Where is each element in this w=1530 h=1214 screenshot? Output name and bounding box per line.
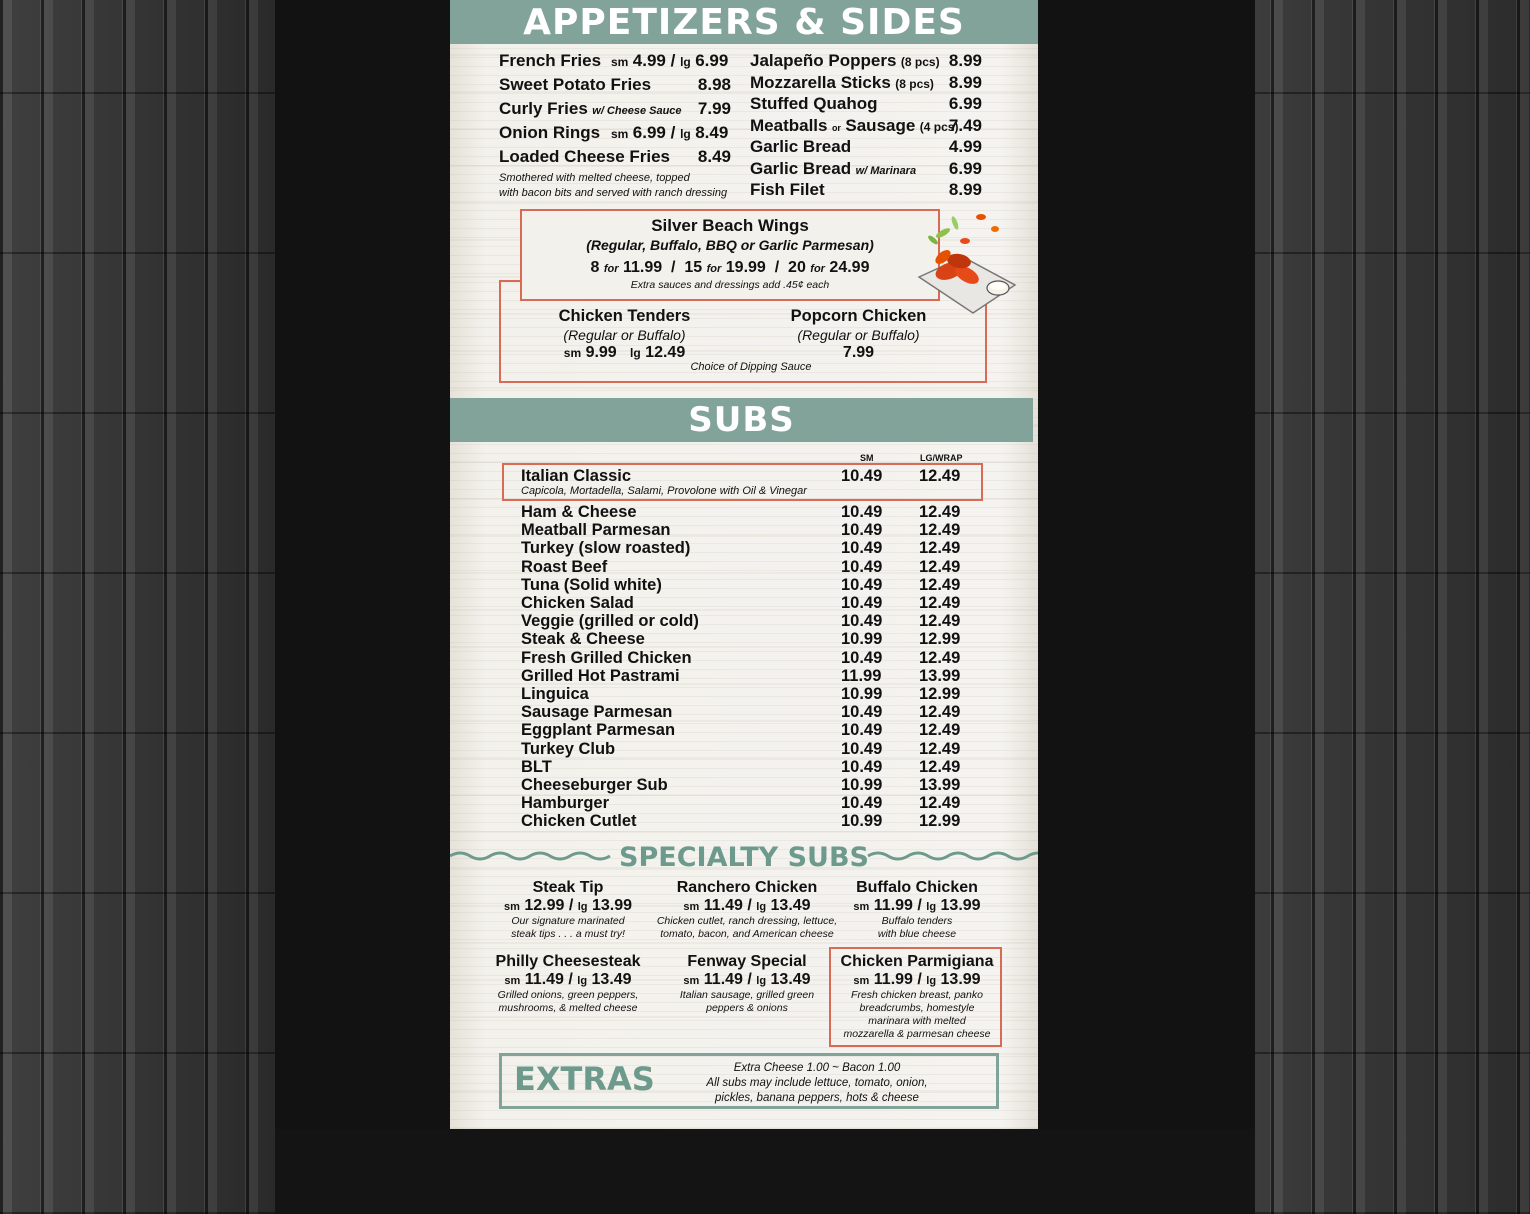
sub-price-sm: 11.99 (841, 666, 882, 685)
specialty-title: Fenway Special (687, 953, 807, 970)
sub-price-sm: 10.49 (841, 757, 883, 776)
sub-price-lg: 12.49 (919, 594, 961, 612)
specialty-desc: Our signature marinated steak tips . . . a must try! (511, 915, 625, 940)
sub-price-sm: 10.99 (841, 685, 883, 703)
specialty-title: Buffalo Chicken (856, 879, 978, 896)
sub-item (521, 521, 991, 539)
sub-item (521, 649, 991, 667)
sub-price-lg: 12.99 (919, 630, 961, 649)
specialty-prices: sm 11.49 / lg 13.49 (504, 971, 632, 988)
sub-item (521, 776, 991, 794)
sub-name: Hamburger (521, 794, 610, 813)
sub-name: Chicken Salad (521, 594, 634, 612)
specialty-sub-item (817, 879, 1017, 941)
sub-item (521, 794, 991, 812)
sub-name: Sausage Parmesan (521, 703, 673, 722)
specialty-prices: sm 11.49 / lg 13.49 (683, 897, 811, 914)
sub-price-lg: 12.49 (919, 575, 961, 594)
menu-item-meatballs-sausage: Meatballs or Sausage (4 pcs) 7.49 (750, 116, 982, 135)
menu-item-garlic-bread-marinara: Garlic Bread w/ Marinara 6.99 (750, 159, 982, 178)
specialty-prices: sm 11.99 / lg 13.99 (853, 897, 981, 914)
sub-item (521, 667, 991, 685)
sub-item (521, 685, 991, 703)
specialty-title: Philly Cheesesteak (495, 953, 641, 970)
sub-price-lg: 12.49 (919, 794, 961, 813)
sub-price-sm: 10.49 (841, 721, 883, 740)
sub-name: Cheeseburger Sub (521, 776, 668, 794)
specialty-prices: sm 12.99 / lg 13.99 (503, 897, 633, 914)
menu-item-fish-filet: Fish Filet 8.99 (750, 180, 982, 199)
subs-header-lg: LG/WRAP (920, 453, 963, 463)
sub-price-lg: 12.49 (919, 612, 961, 631)
sub-price-lg: 12.49 (919, 503, 961, 521)
sub-name: Turkey (slow roasted) (521, 539, 691, 558)
sub-price-lg: 12.49 (919, 539, 961, 558)
specialty-title: Chicken Parmigiana (840, 953, 994, 970)
menu-item-jalapeno-poppers: Jalapeño Poppers (8 pcs) 8.99 (750, 51, 982, 70)
specialty-desc: Italian sausage, grilled green peppers & onions (679, 989, 815, 1014)
sub-price-sm: 10.49 (841, 575, 883, 594)
sub-name: Veggie (grilled or cold) (521, 612, 699, 631)
sub-item (521, 703, 991, 721)
sub-item (521, 612, 991, 630)
specialty-sub-item (468, 953, 668, 1015)
menu-item-loaded-cheese-fries: Loaded Cheese Fries 8.49 (499, 147, 731, 166)
specialty-desc: Chicken cutlet, ranch dressing, lettuce, tomato, bacon, and American cheese (656, 915, 838, 940)
sub-name: Roast Beef (521, 557, 608, 576)
sub-name: Fresh Grilled Chicken (521, 648, 692, 667)
menu-item-garlic-bread: Garlic Bread 4.99 (750, 137, 982, 156)
sub-item (521, 721, 991, 739)
sub-name: Linguica (521, 685, 589, 703)
sub-price-sm: 10.49 (841, 557, 883, 576)
specialty-sub-item (817, 953, 1017, 1041)
sub-name: Turkey Club (521, 739, 616, 758)
sub-price-sm: 10.49 (841, 503, 883, 521)
sub-name: Grilled Hot Pastrami (521, 666, 680, 685)
italian-classic-desc: Capicola, Mortadella, Salami, Provolone with Oil & Vinegar (521, 485, 807, 497)
specialty-title: Steak Tip (532, 879, 604, 896)
background-panel-left (275, 0, 450, 1214)
specialty-desc: Grilled onions, green peppers, mushrooms, & melted cheese (497, 989, 639, 1014)
sub-item (521, 758, 991, 776)
menu-item-sweet-potato-fries: Sweet Potato Fries 8.98 (499, 75, 731, 94)
sub-price-lg: 13.99 (919, 776, 961, 794)
appetizers-banner: APPETIZERS & SIDES (450, 0, 1038, 44)
wings-note: Extra sauces and dressings add .45¢ each (630, 279, 830, 291)
extras-label: EXTRAS (514, 1060, 655, 1098)
sub-price-sm: 10.49 (841, 612, 883, 631)
menu-item-mozzarella-sticks: Mozzarella Sticks (8 pcs) 8.99 (750, 73, 982, 92)
popcorn-price: 7.99 (842, 344, 875, 361)
menu-item-french-fries: French Fries sm 4.99 / lg 6.99 (499, 51, 729, 70)
sub-price-sm: 10.99 (841, 776, 883, 794)
menu-board (450, 0, 1038, 1129)
sub-price-lg: 13.99 (919, 666, 961, 685)
menu-item-curly-fries: Curly Fries w/ Cheese Sauce 7.99 (499, 99, 731, 118)
sub-price-lg: 12.49 (919, 557, 961, 576)
menu-item-onion-rings: Onion Rings sm 6.99 / lg 8.49 (499, 123, 729, 142)
sub-item (521, 503, 991, 521)
sub-price-lg: 12.49 (919, 703, 961, 722)
sub-name: Chicken Cutlet (521, 812, 637, 831)
chicken-wings-plate-icon (915, 205, 1020, 317)
sub-price-sm: 10.49 (841, 794, 883, 813)
sub-item (521, 630, 991, 648)
extras-box (499, 1053, 999, 1109)
sub-item (521, 812, 991, 830)
sub-price-lg: 12.49 (919, 648, 961, 667)
sub-item (521, 576, 991, 594)
wings-prices: 8 for 11.99 / 15 for 19.99 / 20 for 24.99 (590, 259, 870, 276)
sub-price-lg: 12.49 (919, 757, 961, 776)
background-panel-bottom (275, 1129, 1255, 1214)
tenders-sub: (Regular or Buffalo) (563, 327, 686, 343)
tenders-prices: sm 9.99 lg 12.49 (563, 344, 686, 361)
tenders-title: Chicken Tenders (558, 307, 691, 325)
sub-price-sm: 10.49 (841, 703, 883, 722)
popcorn-title: Popcorn Chicken (790, 307, 927, 325)
sub-italian-classic: Italian Classic 10.49 12.49 (521, 467, 961, 485)
sub-price-sm: 10.99 (841, 630, 883, 649)
sub-name: Tuna (Solid white) (521, 575, 662, 594)
background-panel-right (1038, 0, 1255, 1214)
specialty-desc: Buffalo tenders with blue cheese (877, 915, 957, 940)
extras-desc: Extra Cheese 1.00 ~ Bacon 1.00 All subs may include lettuce, tomato, onion, pickles, banana peppers, hots & cheese (706, 1062, 928, 1104)
sub-name: Eggplant Parmesan (521, 721, 676, 740)
sub-price-lg: 12.99 (919, 812, 961, 831)
sub-name: Meatball Parmesan (521, 521, 671, 540)
sub-price-sm: 10.49 (841, 521, 883, 540)
loaded-fries-note: Smothered with melted cheese, topped with bacon bits and served with ranch dressing (499, 172, 728, 199)
sub-name: BLT (521, 757, 552, 776)
subs-banner: SUBS (450, 398, 1033, 442)
sub-price-lg: 12.49 (919, 721, 961, 740)
popcorn-sub: (Regular or Buffalo) (797, 327, 920, 343)
subs-header-sm: SM (860, 453, 874, 463)
sub-item (521, 558, 991, 576)
specialty-prices: sm 11.99 / lg 13.99 (853, 971, 981, 988)
sub-item (521, 594, 991, 612)
specialty-prices: sm 11.49 / lg 13.49 (683, 971, 811, 988)
specialty-sub-item (468, 879, 668, 941)
wings-title: Silver Beach Wings (651, 216, 809, 235)
specialty-desc: Fresh chicken breast, panko breadcrumbs, homestyle marinara with melted mozzarella & parmesan cheese (843, 989, 991, 1040)
sub-price-sm: 10.49 (841, 594, 883, 612)
sub-item (521, 539, 991, 557)
sub-price-lg: 12.99 (919, 685, 961, 703)
wings-flavors: (Regular, Buffalo, BBQ or Garlic Parmesan) (586, 237, 874, 253)
specialty-title: Ranchero Chicken (676, 879, 818, 896)
sub-price-sm: 10.99 (841, 812, 883, 831)
sub-price-lg: 12.49 (919, 521, 961, 540)
sub-price-lg: 12.49 (919, 739, 961, 758)
sub-name: Steak & Cheese (521, 630, 645, 649)
sub-price-sm: 10.49 (841, 539, 883, 558)
dipping-note: Choice of Dipping Sauce (690, 361, 812, 373)
menu-item-stuffed-quahog: Stuffed Quahog 6.99 (750, 94, 982, 113)
sub-price-sm: 10.49 (841, 739, 883, 758)
sub-price-sm: 10.49 (841, 648, 883, 667)
specialty-subs-header: SPECIALTY SUBS (450, 838, 1038, 878)
sub-name: Ham & Cheese (521, 503, 637, 521)
sub-item (521, 740, 991, 758)
